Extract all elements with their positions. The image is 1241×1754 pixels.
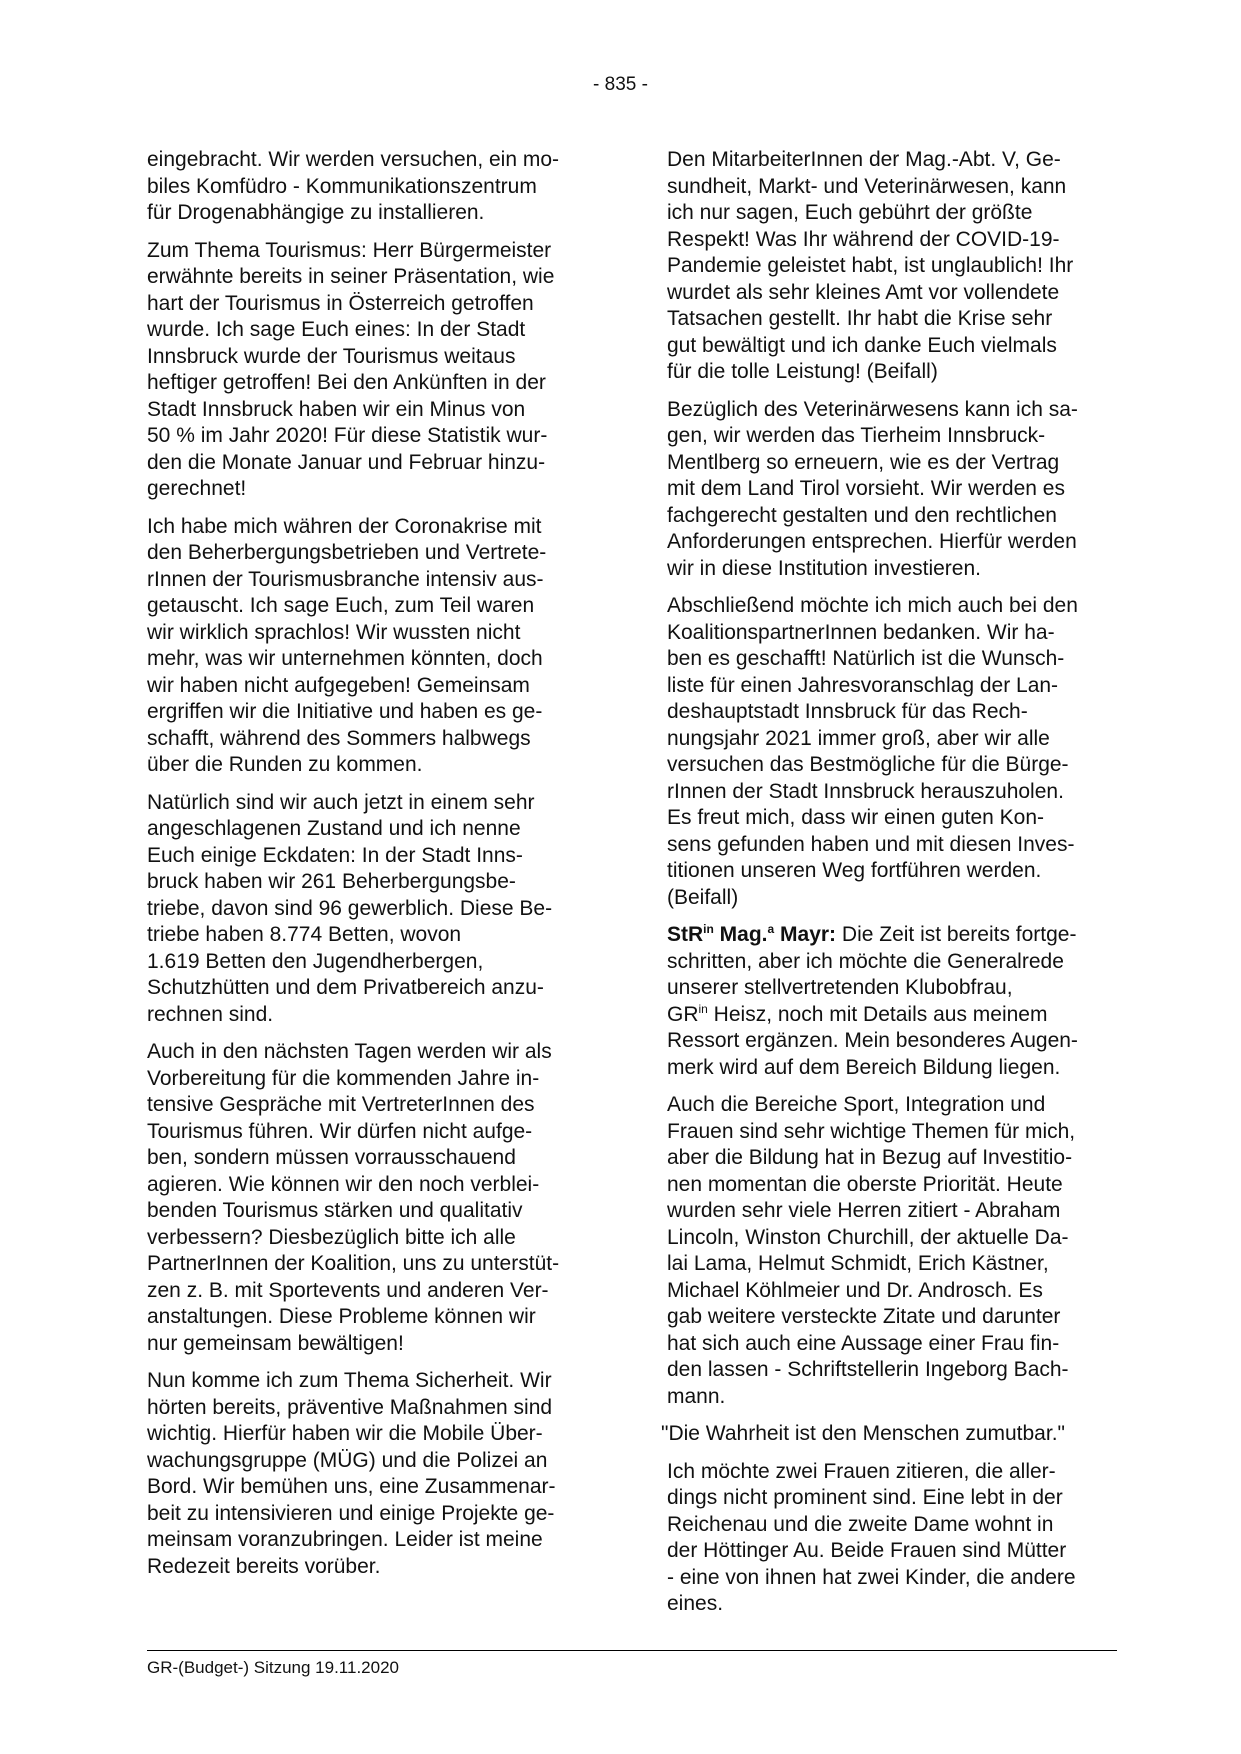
paragraph: Ich habe mich währen der Coronakrise mit den Beherbergungsbetrieben und Vertrete- rInnen der Tourismusbranche intensiv aus- getauscht. Ich sage Euch, zum Teil waren wir wirklich sprachlos! Wir wussten nicht mehr, was wir unternehmen könnten, doch wir haben nicht aufgegeben! Gemeinsam ergriffen wir die Initiative und haben es ge- schafft, während des Sommers halbwegs über die Runden zu kommen. (147, 514, 547, 776)
right-column (661, 147, 1119, 1629)
paragraph: Auch in den nächsten Tagen werden wir als Vorbereitung für die kommenden Jahre in- tensive Gespräche mit VertreterInnen des Tourismus führen. Wir dürfen nicht aufge- ben, sondern müssen vorrausschauend agieren. Wie können wir den noch verblei- benden Tourismus stärken und qualitativ verbessern? Diesbezüglich bitte ich alle PartnerInnen der Koalition, uns zu unterstüt- zen z. B. mit Sportevents und anderen Ver- anstaltungen. Diese Probleme können wir nur gemeinsam bewältigen! (147, 1040, 560, 1355)
speaker-degree: Mag. (713, 923, 768, 946)
page-number: - 835 - (593, 74, 648, 95)
left-column (147, 147, 599, 1591)
speaker-text-part1: Die Zeit ist bereits fortge- schritten, aber ich möchte die Generalrede unserer stellvertretenden Klubobfrau, GR (667, 923, 1077, 1026)
speaker-title-sup: in (703, 922, 714, 936)
speaker-title: StR (667, 923, 704, 946)
speaker-degree-sup: a (767, 922, 775, 936)
footer-text: GR-(Budget-) Sitzung 19.11.2020 (147, 1658, 399, 1677)
paragraph: Zum Thema Tourismus: Herr Bürgermeister erwähnte bereits in seiner Präsentation, wie hart der Tourismus in Österreich getroffen wurde. Ich sage Euch eines: In der Stadt Innsbruck wurde der Tourismus weitaus heftiger getroffen! Bei den Ankünften in der Stadt Innsbruck haben wir ein Minus von 50 % im Jahr 2020! Für diese Statistik wur- den die Monate Januar und Februar hinzu- gerechnet! (147, 238, 555, 500)
paragraph: Bezüglich des Veterinärwesens kann ich sa- gen, wir werden das Tierheim Innsbruck- Mentlberg so erneuern, wie es der Vertrag mit dem Land Tirol vorsieht. Wir werden es fachgerecht gestalten und den rechtlichen Anforderungen entsprechen. Hierfür werden wir in diese Institution investieren. (667, 397, 1078, 580)
speaker-surname: Mayr: (774, 923, 837, 946)
speaker-name (667, 923, 836, 946)
paragraph: Abschließend möchte ich mich auch bei den KoalitionspartnerInnen bedanken. Wir ha- ben es geschafft! Natürlich ist die Wunsch- liste für einen Jahresvoranschlag der Lan- deshauptstadt Innsbruck für das Rech- nungsjahr 2021 immer groß, aber wir alle versuchen das Bestmögliche für die Bürge- rInnen der Stadt Innsbruck herauszuholen. Es freut mich, dass wir einen guten Kon- sens gefunden haben und mit diesen Inves- titionen unseren Weg fortführen werden. (Beifall) (667, 594, 1078, 909)
paragraph: Den MitarbeiterInnen der Mag.-Abt. V, Ge- sundheit, Markt- und Veterinärwesen, kann ich nur sagen, Euch gebührt der größte Respekt! Was Ihr während der COVID-19- Pandemie geleistet habt, ist unglaublich! Ihr wurdet als sehr kleines Amt vor vollendete Tatsachen gestellt. Ihr habt die Krise sehr gut bewältigt und ich danke Euch vielmals für die tolle Leistung! (Beifall) (667, 148, 1074, 383)
paragraph: Ich möchte zwei Frauen zitieren, die aller- dings nicht prominent sind. Eine lebt in der Reichenau und die zweite Dame wohnt in der Höttinger Au. Beide Frauen sind Mütter - eine von ihnen hat zwei Kinder, die andere eines. (667, 1459, 1076, 1615)
gr-sup: in (698, 1001, 708, 1016)
speaker-paragraph (667, 922, 1119, 1081)
footer-divider (147, 1650, 1117, 1651)
paragraph: Auch die Bereiche Sport, Integration und Frauen sind sehr wichtige Themen für mich, aber die Bildung hat in Bezug auf Investitio- nen momentan die oberste Priorität. Heute wurden sehr viele Herren zitiert - Abraham Lincoln, Winston Churchill, der aktuelle Da- lai Lama, Helmut Schmidt, Erich Kästner, Michael Köhlmeier und Dr. Androsch. Es gab weitere versteckte Zitate und darunter hat sich auch eine Aussage einer Frau fin- den lassen - Schriftstellerin Ingeborg Bach- mann. (667, 1093, 1076, 1408)
paragraph: Nun komme ich zum Thema Sicherheit. Wir hörten bereits, präventive Maßnahmen sind wichtig. Hierfür haben wir die Mobile Über- wachungsgruppe (MÜG) und die Polizei an Bord. Wir bemühen uns, eine Zusammenar- beit zu intensivieren und einige Projekte ge- meinsam voranzubringen. Leider ist meine Redezeit bereits vorüber. (147, 1369, 556, 1578)
paragraph: Natürlich sind wir auch jetzt in einem sehr angeschlagenen Zustand und ich nenne Euch einige Eckdaten: In der Stadt Inns- bruck haben wir 261 Beherbergungsbe- triebe, davon sind 96 gewerblich. Diese Be- triebe haben 8.774 Betten, wovon 1.619 Betten den Jugendherbergen, Schutzhütten und dem Privatbereich anzu- rechnen sind. (147, 790, 553, 1026)
paragraph: eingebracht. Wir werden versuchen, ein mo- biles Komfüdro - Kommunikationszentrum für Drogenabhängige zu installieren. (147, 148, 560, 224)
speaker-text-part2: Heisz, noch mit Details aus meinem Ressort ergänzen. Mein besonderes Augen- merk wird auf dem Bereich Bildung liegen. (667, 1002, 1078, 1079)
quote: "Die Wahrheit ist den Menschen zumutbar." (661, 1422, 1065, 1445)
